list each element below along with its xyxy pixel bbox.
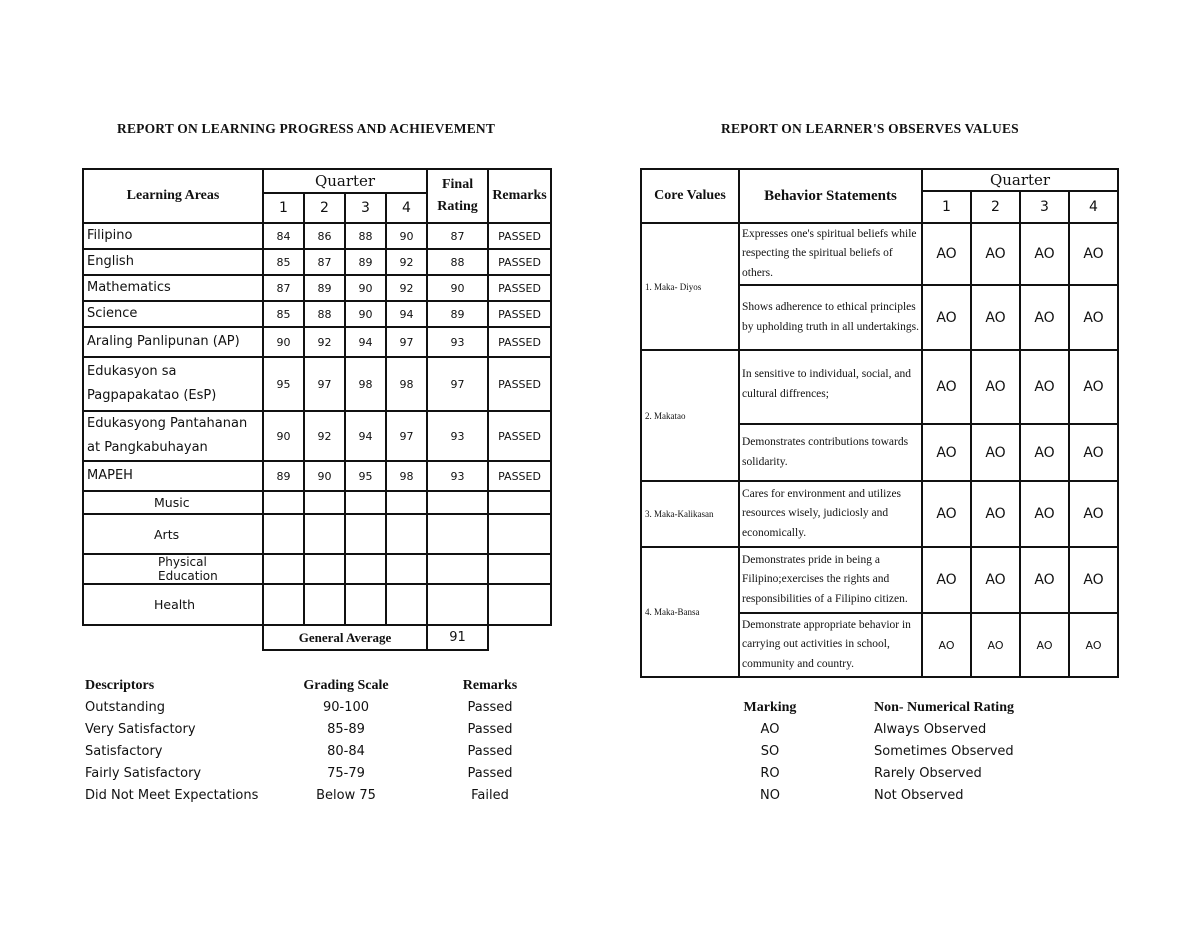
learning-area-name: English	[83, 249, 263, 275]
quarter-grade: 95	[345, 461, 386, 491]
quarter-grade: 87	[263, 275, 304, 301]
quarter-grade: 92	[386, 275, 427, 301]
marking-item: NO	[760, 788, 780, 803]
remarks-cell: PASSED	[488, 357, 551, 411]
observed-values-table	[640, 168, 1119, 678]
final-rating: 88	[427, 249, 488, 275]
quarter-marking: AO	[1020, 424, 1069, 481]
remarks-cell: PASSED	[488, 249, 551, 275]
quarter-marking: AO	[922, 613, 971, 677]
remarks-header: Remarks	[488, 169, 551, 223]
descriptor-remarks-item: Passed	[467, 700, 513, 715]
behavior-statement: Shows adherence to ethical principles by upholding truth in all undertakings.	[739, 285, 922, 350]
grade-row	[83, 411, 551, 461]
behavior-row	[641, 350, 1118, 424]
mapeh-subarea-row	[83, 514, 551, 554]
empty-grade-cell	[345, 554, 386, 584]
quarter-marking: AO	[1020, 547, 1069, 613]
quarter-marking: AO	[971, 285, 1020, 350]
quarter-marking: AO	[922, 481, 971, 547]
remarks-cell: PASSED	[488, 327, 551, 357]
grading-scale-item: Below 75	[316, 788, 376, 803]
quarter-header: Quarter	[263, 169, 427, 193]
remarks-cell: PASSED	[488, 461, 551, 491]
quarter-grade: 84	[263, 223, 304, 249]
empty-grade-cell	[427, 491, 488, 514]
descriptor-item: Fairly Satisfactory	[85, 766, 202, 781]
grade-row	[83, 249, 551, 275]
empty-grade-cell	[488, 584, 551, 625]
quarter-grade: 97	[386, 411, 427, 461]
behavior-statement: Demonstrate appropriate behavior in carrying out activities in school, community and country.	[739, 613, 922, 677]
quarter-marking: AO	[971, 424, 1020, 481]
empty-grade-cell	[263, 514, 304, 554]
quarter-marking: AO	[1069, 424, 1118, 481]
empty-grade-cell	[263, 584, 304, 625]
marking-item: RO	[760, 766, 780, 781]
final-rating-header: Final Rating	[427, 169, 488, 223]
quarter-grade: 88	[345, 223, 386, 249]
final-rating: 97	[427, 357, 488, 411]
spacer-cell	[83, 625, 263, 650]
empty-grade-cell	[427, 554, 488, 584]
behavior-row	[641, 547, 1118, 613]
empty-grade-cell	[386, 491, 427, 514]
quarter-4-header: 4	[386, 193, 427, 223]
mapeh-subarea-name: Music	[83, 491, 263, 514]
quarter-marking: AO	[922, 424, 971, 481]
quarter-3-header: 3	[345, 193, 386, 223]
behavior-statement: In sensitive to individual, social, and cultural diffrences;	[739, 350, 922, 424]
behavior-statement: Cares for environment and utilizes resources wisely, judiciosly and economically.	[739, 481, 922, 547]
descriptor-remarks-header: Remarks	[462, 678, 518, 693]
quarter-grade: 92	[304, 327, 345, 357]
values-quarter-2-header: 2	[971, 191, 1020, 223]
final-rating: 93	[427, 327, 488, 357]
quarter-marking: AO	[1069, 613, 1118, 677]
quarter-grade: 94	[345, 411, 386, 461]
final-rating: 87	[427, 223, 488, 249]
mapeh-subarea-row	[83, 584, 551, 625]
final-rating: 89	[427, 301, 488, 327]
empty-grade-cell	[345, 584, 386, 625]
empty-grade-cell	[427, 584, 488, 625]
mapeh-subarea-name: Arts	[83, 514, 263, 554]
quarter-2-header: 2	[304, 193, 345, 223]
quarter-grade: 97	[304, 357, 345, 411]
descriptor-remarks-item: Passed	[467, 722, 513, 737]
mapeh-subarea-row	[83, 491, 551, 514]
learning-area-name: Edukasyon sa Pagpapakatao (EsP)	[83, 357, 263, 411]
grading-scale-item: 90-100	[322, 700, 370, 715]
final-rating: 93	[427, 411, 488, 461]
core-value-name: 4. Maka-Bansa	[641, 547, 739, 677]
quarter-grade: 85	[263, 249, 304, 275]
mapeh-subarea-name: Physical Education	[83, 554, 263, 584]
quarter-marking: AO	[971, 350, 1020, 424]
empty-grade-cell	[488, 514, 551, 554]
behavior-statement: Demonstrates contributions towards solidarity.	[739, 424, 922, 481]
empty-grade-cell	[304, 491, 345, 514]
values-quarter-header: Quarter	[922, 169, 1118, 191]
empty-grade-cell	[386, 514, 427, 554]
descriptor-item: Satisfactory	[85, 744, 163, 759]
core-value-name: 2. Makatao	[641, 350, 739, 481]
quarter-grade: 88	[304, 301, 345, 327]
learning-area-name: Science	[83, 301, 263, 327]
quarter-marking: AO	[1020, 223, 1069, 285]
quarter-grade: 89	[345, 249, 386, 275]
quarter-marking: AO	[1069, 481, 1118, 547]
quarter-marking: AO	[971, 223, 1020, 285]
mapeh-subarea-row	[83, 554, 551, 584]
quarter-grade: 97	[386, 327, 427, 357]
rating-item: Rarely Observed	[874, 766, 982, 781]
grade-row	[83, 223, 551, 249]
quarter-marking: AO	[922, 285, 971, 350]
spacer-cell	[488, 625, 551, 650]
quarter-marking: AO	[922, 547, 971, 613]
general-average-label: General Average	[263, 625, 427, 650]
quarter-grade: 95	[263, 357, 304, 411]
values-quarter-3-header: 3	[1020, 191, 1069, 223]
descriptor-remarks-item: Passed	[467, 744, 513, 759]
marking-header: Marking	[743, 700, 797, 715]
rating-item: Sometimes Observed	[874, 744, 1014, 759]
quarter-grade: 98	[345, 357, 386, 411]
quarter-grade: 90	[386, 223, 427, 249]
descriptor-remarks-item: Failed	[471, 788, 509, 803]
descriptors-header: Descriptors	[85, 678, 155, 693]
descriptor-item: Very Satisfactory	[85, 722, 196, 737]
behavior-statement: Expresses one's spiritual beliefs while respecting the spiritual beliefs of others.	[739, 223, 922, 285]
descriptors-column	[85, 675, 285, 807]
behavior-row	[641, 481, 1118, 547]
rating-item: Not Observed	[874, 788, 964, 803]
quarter-grade: 90	[263, 411, 304, 461]
general-average-value: 91	[427, 625, 488, 650]
quarter-marking: AO	[1020, 613, 1069, 677]
grade-row	[83, 327, 551, 357]
final-rating: 93	[427, 461, 488, 491]
quarter-marking: AO	[1020, 285, 1069, 350]
quarter-grade: 90	[304, 461, 345, 491]
quarter-1-header: 1	[263, 193, 304, 223]
remarks-cell: PASSED	[488, 275, 551, 301]
empty-grade-cell	[427, 514, 488, 554]
values-quarter-1-header: 1	[922, 191, 971, 223]
quarter-grade: 90	[263, 327, 304, 357]
grading-scale-item: 75-79	[327, 766, 365, 781]
learning-area-name: Araling Panlipunan (AP)	[83, 327, 263, 357]
quarter-marking: AO	[971, 547, 1020, 613]
rating-header: Non- Numerical Rating	[874, 700, 1014, 715]
rating-item: Always Observed	[874, 722, 987, 737]
learning-area-name: Edukasyong Pantahanan at Pangkabuhayan	[83, 411, 263, 461]
left-report-title: REPORT ON LEARNING PROGRESS AND ACHIEVEMENT	[117, 121, 496, 136]
quarter-grade: 86	[304, 223, 345, 249]
descriptor-item: Outstanding	[85, 700, 165, 715]
remarks-cell: PASSED	[488, 223, 551, 249]
remarks-cell: PASSED	[488, 411, 551, 461]
descriptor-item: Did Not Meet Expectations	[85, 788, 259, 803]
final-rating: 90	[427, 275, 488, 301]
remarks-cell: PASSED	[488, 301, 551, 327]
quarter-marking: AO	[1069, 350, 1118, 424]
quarter-marking: AO	[1069, 285, 1118, 350]
empty-grade-cell	[304, 514, 345, 554]
quarter-grade: 94	[386, 301, 427, 327]
core-value-name: 3. Maka-Kalikasan	[641, 481, 739, 547]
quarter-grade: 90	[345, 301, 386, 327]
empty-grade-cell	[386, 554, 427, 584]
quarter-grade: 89	[263, 461, 304, 491]
grading-scale-column	[286, 675, 406, 807]
quarter-grade: 90	[345, 275, 386, 301]
quarter-grade: 85	[263, 301, 304, 327]
rating-column	[874, 697, 1094, 807]
empty-grade-cell	[345, 514, 386, 554]
grade-row	[83, 357, 551, 411]
grade-row	[83, 275, 551, 301]
behavior-row	[641, 223, 1118, 285]
empty-grade-cell	[263, 491, 304, 514]
quarter-marking: AO	[1020, 481, 1069, 547]
descriptor-remarks-column	[440, 675, 540, 807]
behavior-statements-header: Behavior Statements	[739, 169, 922, 223]
quarter-grade: 98	[386, 461, 427, 491]
learning-progress-table	[82, 168, 552, 651]
grading-scale-item: 80-84	[327, 744, 365, 759]
learning-area-name: MAPEH	[83, 461, 263, 491]
marking-item: AO	[760, 722, 780, 737]
quarter-marking: AO	[971, 481, 1020, 547]
quarter-grade: 87	[304, 249, 345, 275]
quarter-marking: AO	[1020, 350, 1069, 424]
empty-grade-cell	[488, 554, 551, 584]
mapeh-subarea-name: Health	[83, 584, 263, 625]
empty-grade-cell	[345, 491, 386, 514]
empty-grade-cell	[488, 491, 551, 514]
grading-scale-header: Grading Scale	[303, 678, 389, 693]
behavior-statement: Demonstrates pride in being a Filipino;exercises the rights and responsibilities of a Filipino citizen.	[739, 547, 922, 613]
marking-item: SO	[760, 744, 780, 759]
quarter-marking: AO	[971, 613, 1020, 677]
right-report-title: REPORT ON LEARNER'S OBSERVES VALUES	[721, 121, 1019, 136]
learning-area-name: Filipino	[83, 223, 263, 249]
descriptor-remarks-item: Passed	[467, 766, 513, 781]
core-values-header: Core Values	[641, 169, 739, 223]
grade-row	[83, 301, 551, 327]
empty-grade-cell	[386, 584, 427, 625]
marking-column	[730, 697, 810, 807]
learning-area-name: Mathematics	[83, 275, 263, 301]
quarter-grade: 92	[386, 249, 427, 275]
quarter-grade: 98	[386, 357, 427, 411]
quarter-marking: AO	[1069, 547, 1118, 613]
quarter-grade: 92	[304, 411, 345, 461]
empty-grade-cell	[304, 554, 345, 584]
quarter-marking: AO	[922, 223, 971, 285]
learning-areas-header: Learning Areas	[83, 169, 263, 223]
quarter-marking: AO	[922, 350, 971, 424]
quarter-marking: AO	[1069, 223, 1118, 285]
empty-grade-cell	[304, 584, 345, 625]
quarter-grade: 89	[304, 275, 345, 301]
grading-scale-item: 85-89	[327, 722, 365, 737]
quarter-grade: 94	[345, 327, 386, 357]
grade-row	[83, 461, 551, 491]
core-value-name: 1. Maka- Diyos	[641, 223, 739, 350]
values-quarter-4-header: 4	[1069, 191, 1118, 223]
empty-grade-cell	[263, 554, 304, 584]
